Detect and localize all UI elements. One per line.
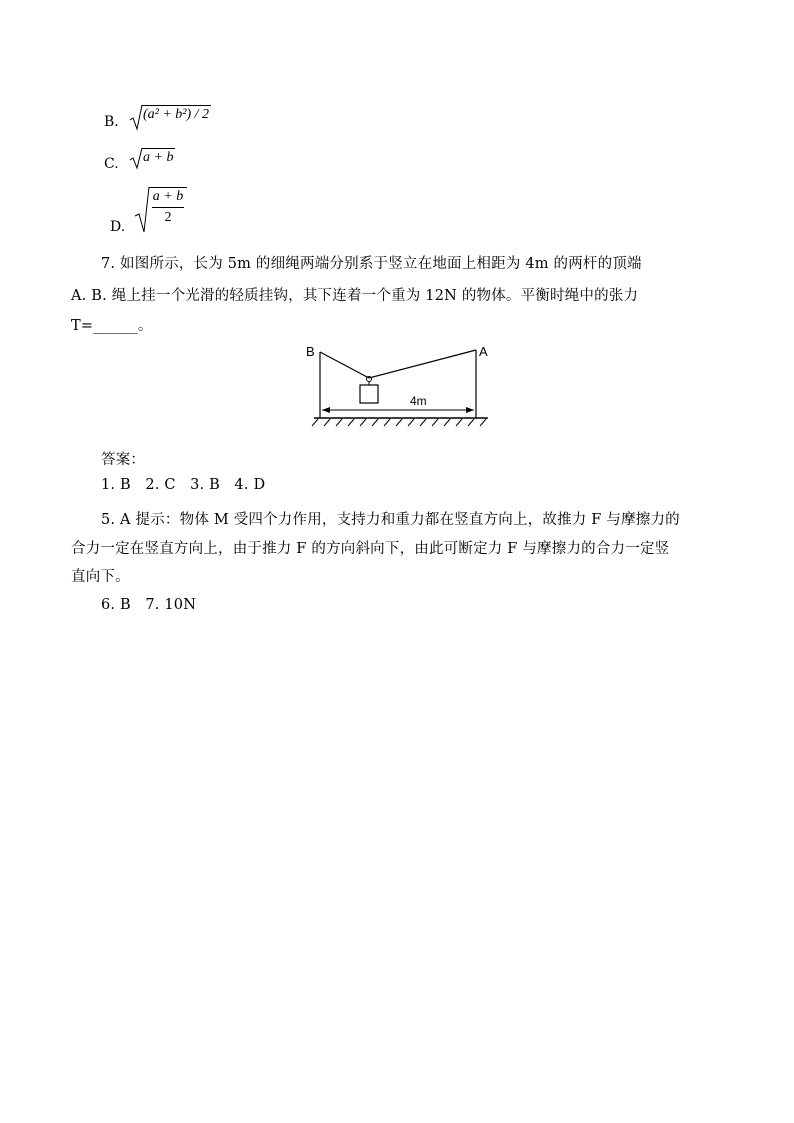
arrow-left-icon [322, 407, 330, 413]
arrow-right-icon [466, 407, 474, 413]
option-b-expression: (a² + b²) / 2 [143, 107, 210, 122]
option-d-denominator: 2 [164, 210, 172, 225]
answers-line-4: 直向下。 [71, 569, 130, 585]
question-7-line-3: T=______。 [71, 318, 153, 334]
option-d-radicand [149, 187, 187, 232]
question-7-line-1: 7. 如图所示，长为 5m 的细绳两端分别系于竖立在地面上相距为 4m 的两杆的顶端 [101, 256, 642, 272]
fraction-bar [152, 207, 184, 208]
answers-heading: 答案： [101, 452, 146, 468]
option-c-expression: a + b [143, 150, 174, 165]
rope-diagram [300, 340, 500, 430]
option-d-label: D. [110, 219, 126, 235]
label-a: A [479, 344, 488, 359]
ground-hatching [312, 419, 486, 426]
label-b: B [306, 344, 315, 359]
answers-line-1: 1. B 2. C 3. B 4. D [101, 477, 266, 493]
option-d-numerator: a + b [152, 189, 184, 204]
option-c [104, 145, 204, 175]
option-c-label: C. [104, 156, 119, 172]
sqrt-sign-icon [129, 104, 143, 132]
answers-line-3: 合力一定在竖直方向上，由于推力 F 的方向斜向下，由此可断定力 F 与摩擦力的合力一定竖 [71, 541, 670, 557]
hook [367, 377, 372, 382]
weight-block [360, 385, 378, 403]
answers-line-5: 6. B 7. 10N [101, 597, 197, 613]
question-7-line-2: A. B. 绳上挂一个光滑的轻质挂钩，其下连着一个重为 12N 的物体。平衡时绳中的张力 [71, 288, 639, 304]
option-b-label: B. [104, 114, 119, 130]
option-b [104, 104, 234, 134]
sqrt-sign-icon [129, 147, 143, 171]
sqrt-sign-icon [134, 186, 150, 234]
rope-diagram-svg [300, 340, 500, 430]
answers-line-2: 5. A 提示：物体 M 受四个力作用，支持力和重力都在竖直方向上，故推力 F 与摩擦力的 [101, 512, 680, 528]
option-d [110, 186, 210, 236]
rope [320, 350, 476, 378]
distance-label: 4m [410, 394, 427, 408]
